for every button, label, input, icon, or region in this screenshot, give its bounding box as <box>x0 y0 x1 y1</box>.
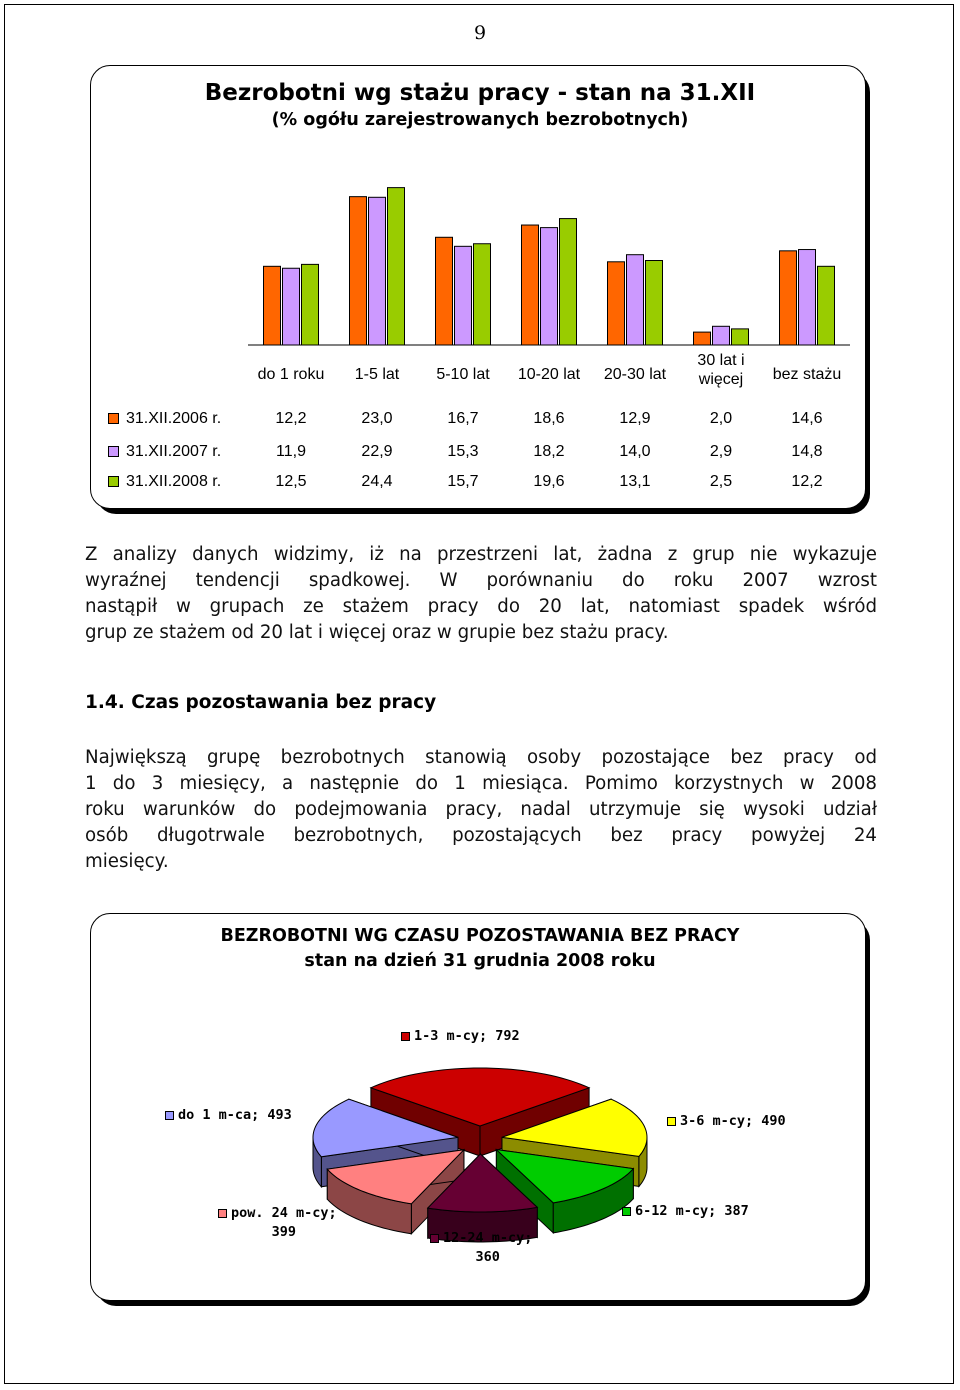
data-value: 16,7 <box>447 410 479 427</box>
text-line: roku warunków do podejmowania pracy, nadal utrzymuje się wysoki udział <box>85 799 877 820</box>
data-value: 2,9 <box>709 443 733 460</box>
section-heading: 1.4. Czas pozostawania bez pracy <box>85 692 437 713</box>
chart1-subtitle: (% ogółu zarejestrowanych bezrobotnych) <box>271 110 689 130</box>
data-value: 14,8 <box>791 443 823 460</box>
text-line: wyraźnej tendencji spadkowej. W porównaniu do roku 2007 wzrost <box>85 570 877 591</box>
pie-data-label <box>443 1229 532 1267</box>
data-value: 15,7 <box>447 473 479 490</box>
data-value: 13,1 <box>619 473 651 490</box>
text-line: osób długotrwale bezrobotnych, pozostających bez pracy powyżej 24 <box>85 825 877 846</box>
pie-data-label-line: 12-24 m-cy; <box>443 1230 533 1246</box>
pie-data-label-line: pow. 24 m-cy; <box>231 1205 337 1221</box>
pie-label-swatch <box>667 1117 676 1126</box>
data-value: 23,0 <box>361 410 393 427</box>
category-label-line: do 1 roku <box>257 366 325 383</box>
pie-data-label: 1-3 m-cy; 792 <box>414 1028 520 1044</box>
data-value: 12,9 <box>619 410 651 427</box>
pie-data-label: do 1 m-ca; 493 <box>178 1107 292 1123</box>
text-line: miesięcy. <box>85 851 169 872</box>
chart2-subtitle: stan na dzień 31 grudnia 2008 roku <box>304 951 656 971</box>
text-line: grup ze stażem od 20 lat i więcej oraz w grupie bez stażu pracy. <box>85 622 669 643</box>
category-label-line: 5-10 lat <box>436 366 490 383</box>
text-line: 1 do 3 miesięcy, a następnie do 1 miesiąca. Pomimo korzystnych w 2008 <box>85 773 877 794</box>
data-value: 14,6 <box>791 410 823 427</box>
category-label-line: 20-30 lat <box>603 366 667 383</box>
pie-label-swatch <box>401 1032 410 1041</box>
data-value: 24,4 <box>361 473 393 490</box>
data-value: 18,6 <box>533 410 565 427</box>
legend-series-name: 31.XII.2006 r. <box>126 410 222 427</box>
text-line: Z analizy danych widzimy, iż na przestrzeni lat, żadna z grup nie wykazuje <box>85 544 877 565</box>
data-value: 2,0 <box>709 410 733 427</box>
category-label-line: 10-20 lat <box>517 366 581 383</box>
data-value: 12,2 <box>791 473 823 490</box>
data-value: 15,3 <box>447 443 479 460</box>
pie-data-label: 3-6 m-cy; 490 <box>680 1113 786 1129</box>
data-value: 22,9 <box>361 443 393 460</box>
legend-series-name: 31.XII.2008 r. <box>126 473 222 490</box>
pie-data-label <box>231 1204 337 1242</box>
category-label-line: bez stażu <box>772 366 842 383</box>
chart2-title: BEZROBOTNI WG CZASU POZOSTAWANIA BEZ PRACY <box>220 926 740 946</box>
pie-label-swatch <box>218 1209 227 1218</box>
pie-label-swatch <box>622 1207 631 1216</box>
chart1-title: Bezrobotni wg stażu pracy - stan na 31.XII <box>204 80 756 106</box>
category-label-line: 1-5 lat <box>354 366 400 383</box>
legend-series-name: 31.XII.2007 r. <box>126 443 222 460</box>
data-value: 11,9 <box>276 443 306 460</box>
text-line: Największą grupę bezrobotnych stanowią osoby pozostające bez pracy od <box>85 747 877 768</box>
data-value: 19,6 <box>533 473 565 490</box>
data-value: 18,2 <box>533 443 565 460</box>
text-line: nastąpił w grupach ze stażem pracy do 20 lat, natomiast spadek wśród <box>85 596 877 617</box>
data-value: 12,2 <box>275 410 307 427</box>
category-label-line: 30 lat i <box>697 352 745 369</box>
data-value: 14,0 <box>619 443 651 460</box>
pie-label-swatch <box>430 1234 439 1243</box>
data-value: 12,5 <box>275 473 307 490</box>
pie-label-swatch <box>165 1111 174 1120</box>
data-value: 2,5 <box>709 473 733 490</box>
pie-data-label-line: 360 <box>475 1249 500 1265</box>
pie-data-label: 6-12 m-cy; 387 <box>635 1203 749 1219</box>
page-number: 9 <box>473 22 487 44</box>
pie-data-label-line: 399 <box>271 1224 297 1240</box>
category-label-line: więcej <box>698 371 744 388</box>
